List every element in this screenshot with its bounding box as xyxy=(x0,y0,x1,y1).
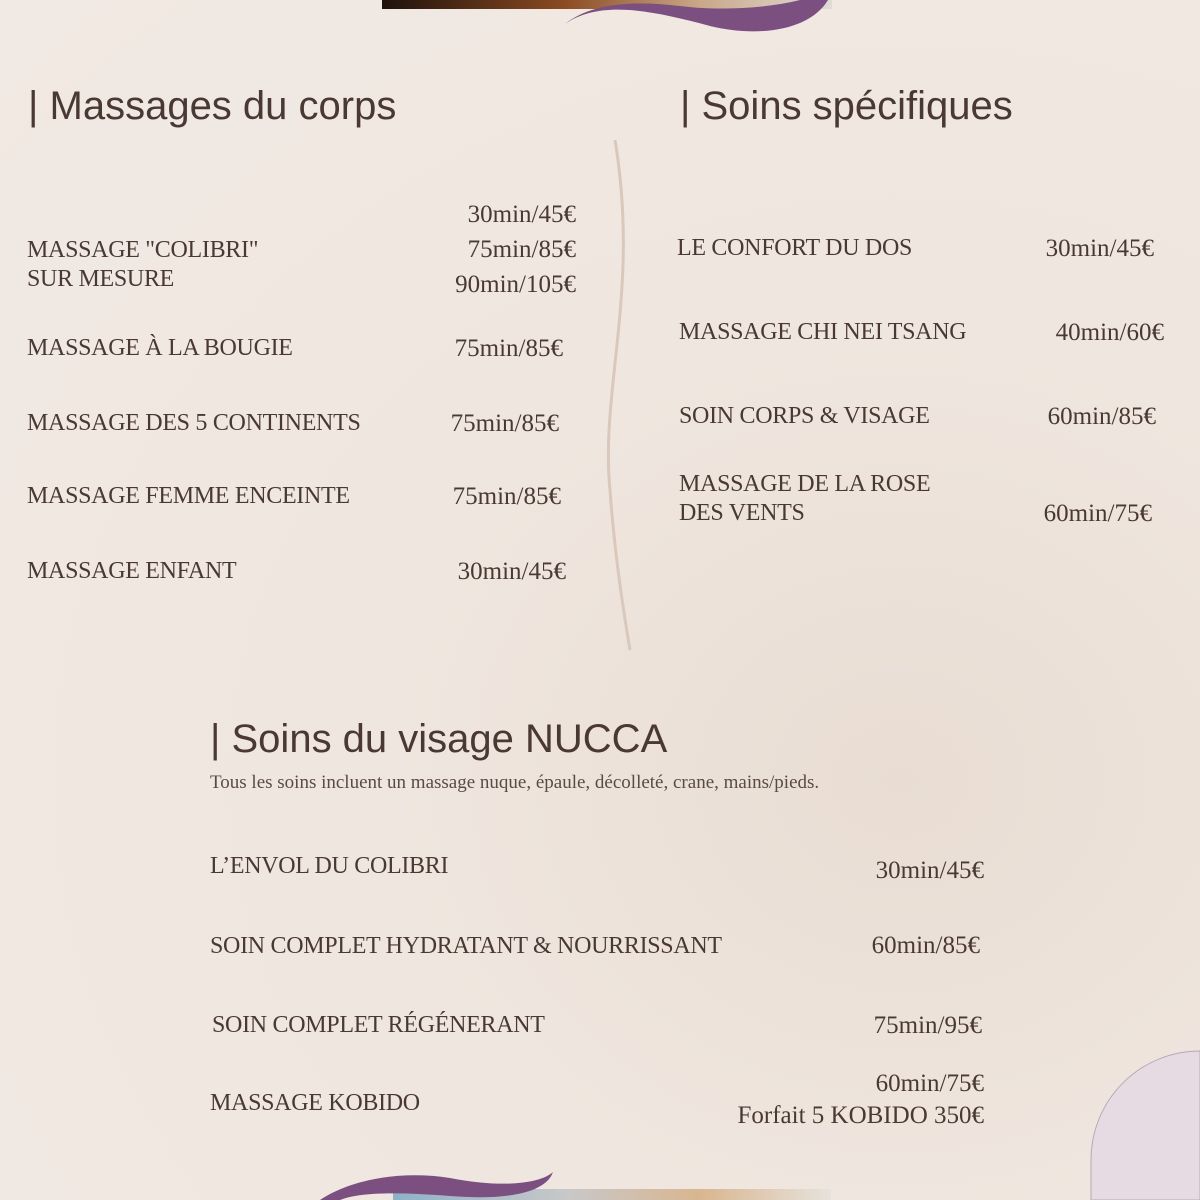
item-price: 30min/45€ xyxy=(457,558,566,585)
purple-swoosh-top xyxy=(560,0,840,40)
item-name: SOIN CORPS & VISAGE xyxy=(679,403,930,429)
divider-curve xyxy=(600,140,640,660)
item-price: 30min/45€ 75min/85€ 90min/105€ xyxy=(455,201,576,298)
item-price: 60min/75€ Forfait 5 KOBIDO 350€ xyxy=(737,1070,984,1129)
section-title-face-care: | Soins du visage NUCCA xyxy=(210,717,668,761)
item-name: MASSAGE ENFANT xyxy=(27,558,237,584)
item-name: MASSAGE DE LA ROSE DES VENTS xyxy=(679,471,931,526)
item-name: MASSAGE À LA BOUGIE xyxy=(27,335,293,361)
item-name: LE CONFORT DU DOS xyxy=(677,235,913,261)
item-price: 60min/85€ xyxy=(1047,403,1156,430)
item-name: SOIN COMPLET HYDRATANT & NOURRISSANT xyxy=(210,933,722,959)
item-price: 75min/85€ xyxy=(454,335,563,362)
item-name: MASSAGE CHI NEI TSANG xyxy=(679,319,967,345)
item-price: 30min/45€ xyxy=(1045,235,1154,262)
item-price: 75min/95€ xyxy=(873,1012,982,1039)
item-price: 40min/60€ xyxy=(1055,319,1164,346)
item-price: 30min/45€ xyxy=(875,857,984,884)
section-title-specific-care: | Soins spécifiques xyxy=(680,84,1013,128)
item-name: MASSAGE FEMME ENCEINTE xyxy=(27,483,350,509)
item-price: 75min/85€ xyxy=(452,483,561,510)
section-note: Tous les soins incluent un massage nuque, épaule, décolleté, crane, mains/pieds. xyxy=(210,772,820,793)
lavender-blob xyxy=(1090,1050,1200,1200)
section-title-body-massages: | Massages du corps xyxy=(28,84,397,128)
item-name: MASSAGE DES 5 CONTINENTS xyxy=(27,410,361,436)
purple-swoosh-bottom xyxy=(320,1170,560,1200)
item-name: L’ENVOL DU COLIBRI xyxy=(210,853,449,879)
item-name: MASSAGE KOBIDO xyxy=(210,1090,420,1116)
item-price: 60min/85€ xyxy=(871,932,980,959)
item-name: MASSAGE "COLIBRI" SUR MESURE xyxy=(27,237,259,292)
item-price: 60min/75€ xyxy=(1043,500,1152,527)
item-price: 75min/85€ xyxy=(450,410,559,437)
item-name: SOIN COMPLET RÉGÉNERANT xyxy=(212,1012,545,1038)
